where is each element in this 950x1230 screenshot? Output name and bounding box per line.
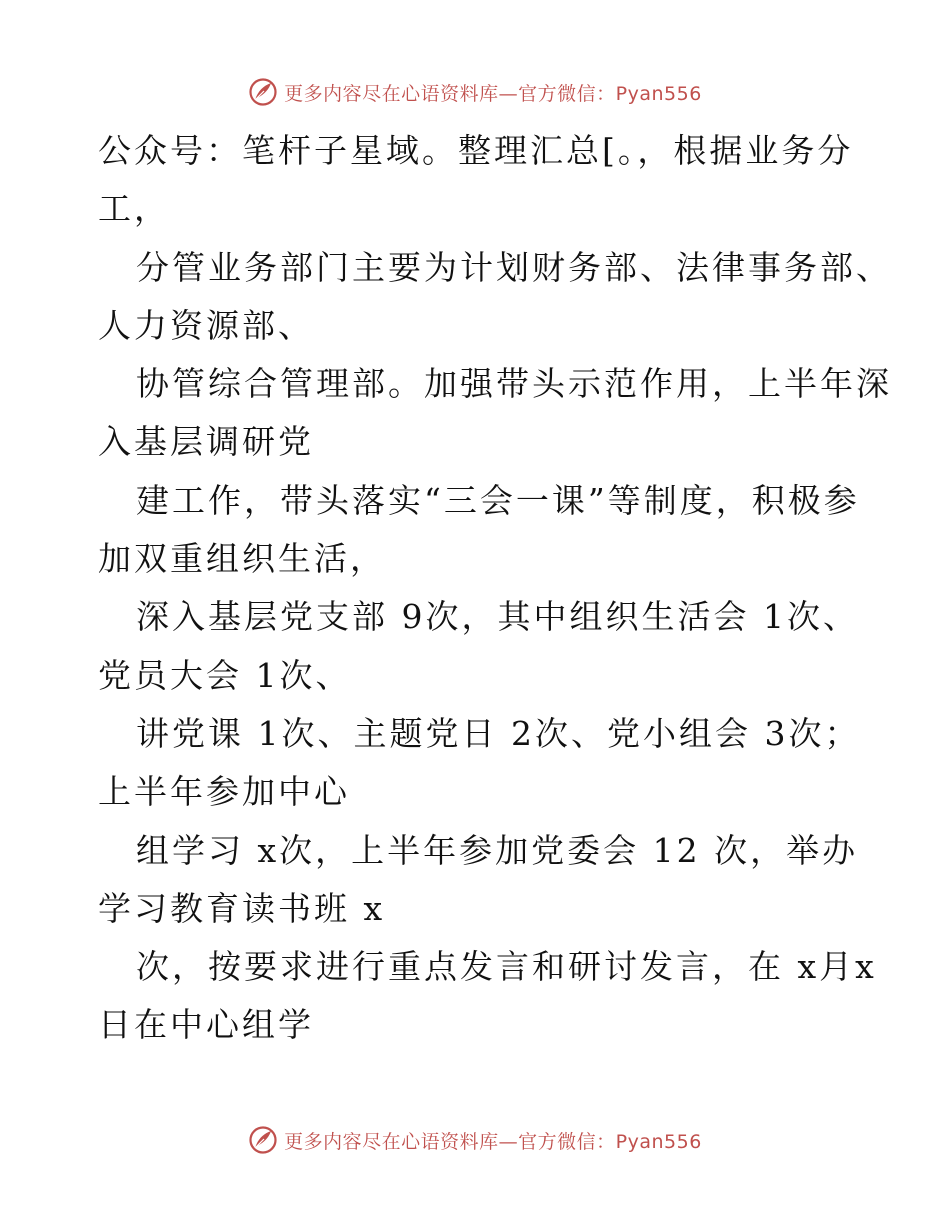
text-line: 次，按要求进行重点发言和研讨发言，在 x月x	[136, 947, 877, 987]
feather-pen-logo-icon	[248, 1125, 278, 1155]
text-line: 入基层调研党	[98, 422, 314, 462]
text-line: 组学习 x次，上半年参加党委会 12 次，举办	[136, 830, 859, 870]
text-line: 建工作，带头落实“三会一课”等制度，积极参	[136, 480, 860, 520]
watermark-text: 更多内容尽在心语资料库—官方微信：Pyan556	[284, 82, 702, 105]
text-line: 上半年参加中心	[98, 772, 350, 812]
text-line: 公众号：笔杆子星域。整理汇总[。，根据业务分	[98, 131, 854, 170]
document-body	[98, 122, 892, 1055]
text-line: 分管业务部门主要为计划财务部、法律事务部、	[136, 247, 892, 287]
text-line: 学习教育读书班 x	[98, 888, 386, 928]
text-line: 日在中心组学	[98, 1005, 314, 1045]
watermark-text: 更多内容尽在心语资料库—官方微信：Pyan556	[284, 1130, 702, 1153]
text-line: 协管综合管理部。加强带头示范作用，上半年深	[136, 364, 892, 404]
text-line: 深入基层党支部 9次，其中组织生活会 1次、	[136, 597, 859, 637]
text-line: 加双重组织生活，	[98, 539, 386, 579]
text-line: 人力资源部、	[98, 305, 314, 345]
text-line: 党员大会 1次、	[98, 655, 352, 695]
header-watermark	[0, 72, 950, 112]
feather-pen-logo-icon	[248, 77, 278, 107]
text-line: 讲党课 1次、主题党日 2次、党小组会 3次；	[136, 713, 861, 753]
footer-watermark	[0, 1120, 950, 1160]
text-line: 工，	[98, 189, 170, 229]
